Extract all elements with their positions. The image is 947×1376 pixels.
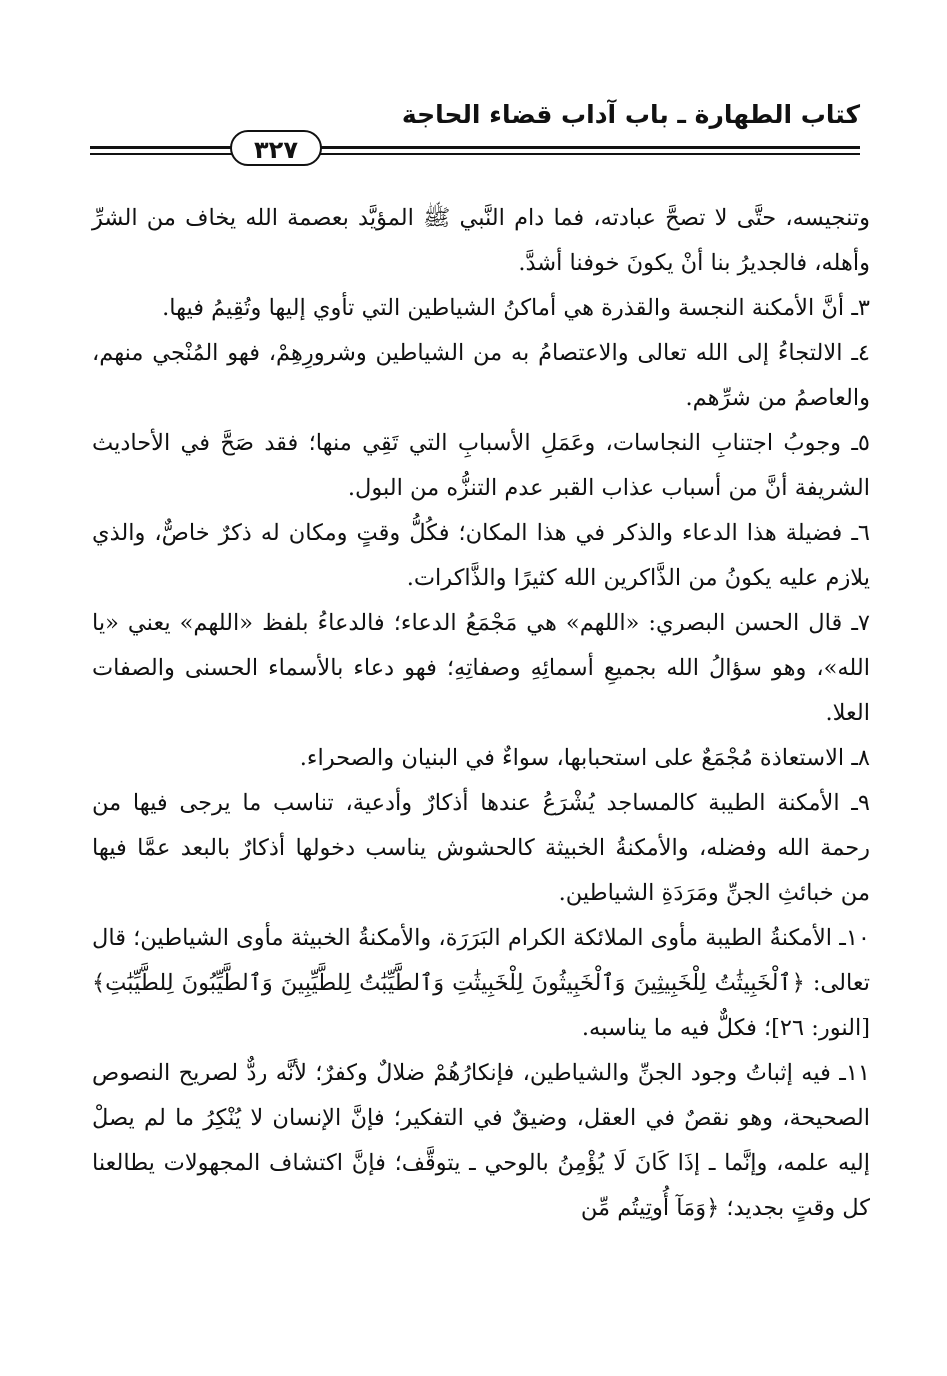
list-item-text: الأمكنة الطيبة كالمساجد يُشْرَعُ عندها أذكارٌ وأدعية، تناسب ما يرجى فيها من رحمة الله وفضله، والأمكنةُ الخبيثة كالحشوش يناسب دخولها أذكارٌ بالبعد عمَّا فيها من خبائثِ الجنِّ ومَرَدَةِ الشياطين.	[92, 790, 870, 906]
list-item-11	[92, 1051, 870, 1231]
list-item-8	[92, 736, 870, 781]
list-item-number: ٧ـ	[851, 610, 870, 636]
list-item-number: ٩ـ	[851, 790, 870, 816]
paragraph-text: وتنجيسه، حتَّى لا تصحَّ عبادته، فما دام النَّبي ﷺ المؤيَّد بعصمة الله يخاف من الشرِّ وأهله، فالجديرُ بنا أنْ يكونَ خوفنا أشدَّ.	[92, 205, 870, 276]
list-item-10	[92, 916, 870, 1051]
header-rule-thin	[90, 153, 860, 155]
list-item-number: ٤ـ	[851, 340, 870, 366]
list-item-9	[92, 781, 870, 916]
running-title: كتاب الطهارة ـ باب آداب قضاء الحاجة	[401, 100, 860, 129]
page-header	[90, 100, 860, 170]
list-item-text: فيه إثباتُ وجود الجنِّ والشياطين، فإنكارُهُمْ ضلالٌ وكفرٌ؛ لأنَّه ردٌّ لصريح النصوص الصحيحة، وهو نقصٌ في العقل، وضيقٌ في التفكير؛ فإنَّ الإنسان لا يُنْكِرُ ما لم يصلْ إليه علمه، وإنَّما ـ إذَا كَانَ لَا يُؤْمِنُ بالوحي ـ يتوقَّف؛ فإنَّ اكتشاف المجهولات يطالعنا كل وقتٍ بجديد؛ ﴿وَمَآ أُوتِيتُم مِّن	[92, 1060, 870, 1221]
list-item-text: أنَّ الأمكنة النجسة والقذرة هي أماكنُ الشياطين التي تأوي إليها وتُقِيمُ فيها.	[162, 295, 845, 321]
list-item-number: ١١ـ	[839, 1060, 870, 1086]
list-item-5	[92, 421, 870, 511]
paragraph-continuation	[92, 196, 870, 286]
list-item-3	[92, 286, 870, 331]
list-item-number: ٣ـ	[851, 295, 870, 321]
list-item-4	[92, 331, 870, 421]
list-item-number: ١٠ـ	[839, 925, 871, 951]
body-text	[92, 196, 870, 1231]
list-item-6	[92, 511, 870, 601]
list-item-7	[92, 601, 870, 736]
header-rule-thick	[90, 146, 860, 149]
list-item-number: ٨ـ	[851, 745, 870, 771]
header-rule	[90, 144, 860, 158]
list-item-text: فضيلة هذا الدعاء والذكر في هذا المكان؛ فكُلُّ وقتٍ ومكان له ذكرٌ خاصٌّ، والذي يلازم عليه يكونُ من الذَّاكرين الله كثيرًا والذَّاكرات.	[92, 520, 870, 591]
list-item-text: قال الحسن البصري: «اللهم» هي مَجْمَعُ الدعاء؛ فالدعاءُ بلفظ «اللهم» يعني «يا الله»، وهو سؤالُ الله بجميعِ أسمائِهِ وصفاتِهِ؛ فهو دعاء بالأسماء الحسنى والصفات العلا.	[92, 610, 870, 726]
list-item-text: الاستعاذة مُجْمَعٌ على استحبابها، سواءٌ في البنيان والصحراء.	[299, 745, 845, 771]
list-item-text: الالتجاءُ إلى الله تعالى والاعتصامُ به من الشياطين وشرورِهِمْ، فهو المُنْجي منهم، والعاصمُ من شرِّهم.	[92, 340, 870, 411]
page-number: ٣٢٧	[230, 130, 322, 166]
list-item-text: وجوبُ اجتنابِ النجاسات، وعَمَلِ الأسبابِ التي تَقِي منها؛ فقد صَحَّ في الأحاديث الشريفة أنَّ من أسباب عذاب القبر عدم التنزُّه من البول.	[92, 430, 870, 501]
list-item-text: الأمكنةُ الطيبة مأوى الملائكة الكرام البَرَرَة، والأمكنةُ الخبيثة مأوى الشياطين؛ قال تعالى: ﴿ٱلْخَبِيثَٰتُ لِلْخَبِيثِينَ وَٱلْخَبِيثُونَ لِلْخَبِيثَٰتِ وَٱلطَّيِّبَٰتُ لِلطَّيِّبِينَ وَٱلطَّيِّبُونَ لِلطَّيِّبَٰتِ﴾ [النور: ٢٦]؛ فكلٌّ فيه ما يناسبه.	[92, 925, 870, 1041]
list-item-number: ٦ـ	[851, 520, 871, 546]
list-item-number: ٥ـ	[851, 430, 870, 456]
